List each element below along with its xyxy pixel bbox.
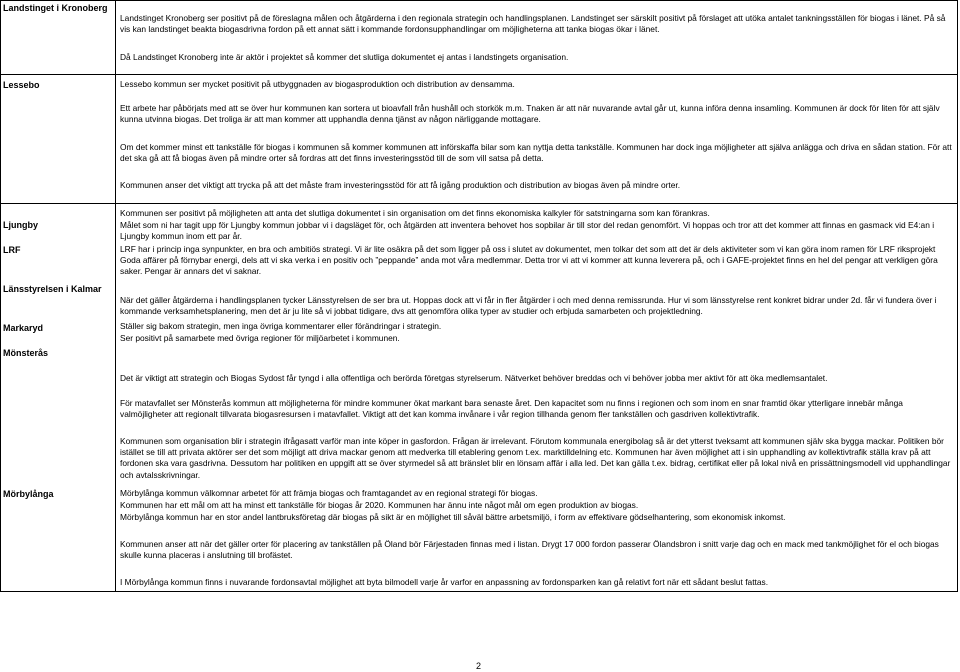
markaryd-paragraph-1: Ställer sig bakom strategin, men inga övriga kommentarer eller förändringar i strategin. [120, 321, 442, 331]
kronoberg-paragraph-2: Då Landstinget Kronoberg inte är aktör i projektet så kommer det slutliga dokumentet ej antas i landstingets organisation. [120, 52, 569, 62]
row-label-lessebo: Lessebo [3, 80, 40, 90]
row-divider [0, 74, 958, 75]
markaryd-paragraph-2: Ser positivt på samarbete med övriga regioner för miljöarbetet i kommunen. [120, 333, 400, 343]
row-label-kronoberg: Landstinget i Kronoberg [3, 3, 108, 13]
monsteras-paragraph-2: För matavfallet ser Mönsterås kommun att möjligheterna för mindre kommuner ökat markant bara senaste året. Den kapacitet som nu finns i regionen och som inom en snar framtid ökar ytterligare innebär många valmöjligheter att regionalt tillvarata biogasresursen i matavfallet. Viktigt att det kan komma invånare i vår region tillhanda genom fler tankställen och gasdriven kollektivtrafik. [120, 398, 903, 420]
lessebo-paragraph-1: Lessebo kommun ser mycket positivit på utbyggnaden av biogasproduktion och distribution av densamma. [120, 79, 515, 89]
ljungby-paragraph-1: Kommunen ser positivt på möjligheten att anta det slutliga dokumentet i sin organisation om det finns ekonomiska kalkyler för satstningarna som kan förankras. [120, 208, 710, 218]
lessebo-paragraph-3: Om det kommer minst ett tankställe för biogas i kommunen så kommer kommunen att införskaffa bilar som kan nyttja detta tankställe. Kommunen har dock inga möjligheter att själva anlägga och driva en sådan station. För att det ska gå att få biogas även på mindre orter så fordras att det finns investeringsstöd till de som vill satsa på detta. [120, 142, 952, 164]
monsteras-paragraph-1: Det är viktigt att strategin och Biogas Sydost får tyngd i alla offentliga och berörda företgas styrelserum. Nätverket behöver breddas och vi behöver jobba mer aktivt för att öka medlemsantalet. [120, 373, 828, 383]
row-divider [0, 203, 958, 204]
monsteras-paragraph-3: Kommunen som organisation blir i strategin ifrågasatt varför man inte köper in gasfordon. Frågan är irrelevant. Förutom kommunala energibolag så är det ytterst tveksamt att kommunen själv ska bygga mackar. Politiken bör istället se till att privata aktörer ser det som möjligt att driva mackar genom att medverka till etablering genom t.ex. marktilldelning etc. Kommunen har även möjlighet att i sin upphandling av kollektivtrafik ställa krav på att fordonen ska vara gasdrivna. Dessutom har politiken en uppgift att se över styrmedel så att bränslet blir en lönsam affär i alla led. Det kan gälla t.ex. bidrag, certifikat eller på lokal nivå en prissättningsmodell vid upphandlingar och avtalsskrivningar. [120, 436, 951, 480]
lessebo-paragraph-4: Kommunen anser det viktigt att trycka på att det måste fram investeringsstöd för att få igång produktion och distribution av biogas även på mindre orter. [120, 180, 681, 190]
row-label-ljungby: Ljungby [3, 220, 38, 230]
morbylanga-paragraph-4: Kommunen anser att när det gäller orter för placering av tankställen på Öland bör Färjestaden finnas med i listan. Drygt 17 000 fordon passerar Ölandsbron i snitt varje dag och en mack med tankmöjlighet för el och biogas skulle kunna placeras i anslutning till brofästet. [120, 539, 939, 561]
column-divider [115, 0, 116, 592]
lessebo-paragraph-2: Ett arbete har påbörjats med att se över hur kommunen kan sortera ut bioavfall från hushåll och storkök m.m. Tnaken är att när nuvarande avtal går ut, kunna införa denna insamling. Kommunen är dock för liten för att själv kunna utvinna biogas. Det troliga är att man kommer att upphandla denna tjänst av någon närliggande mottagare. [120, 103, 940, 125]
lrf-paragraph: LRF har i princip inga synpunkter, en bra och ambitiös strategi. Vi är lite osäkra på det som ligger på oss i slutet av dokumentet, men tolkar det som att det är dels aktiviteter som vi kan göra inom ramen för LRF riksprojekt Goda affärer på förnybar energi, dels att vi ska verka i en positiv och ”peppande” anda mot våra medlemmar. Detta tror vi att vi kommer att kunna leverera på, och i GAFE-projektet finns en hel del pengar att verkligen göra saker. Pengar är annars det vi saknar. [120, 244, 938, 277]
morbylanga-paragraph-1: Mörbylånga kommun välkomnar arbetet för att främja biogas och framtagandet av en regional strategi för biogas. [120, 488, 538, 498]
morbylanga-paragraph-3: Mörbylånga kommun har en stor andel lantbruksföretag där biogas på sikt är en möjlighet till såväl bättre arbetsmiljö, i form av effektivare gödselhantering, som ekonomisk inkomst. [120, 512, 786, 522]
row-label-lrf: LRF [3, 245, 21, 255]
ljungby-paragraph-2: Målet som ni har tagit upp för Ljungby kommun jobbar vi i dagsläget för, och åtgärden att inventera behovet hos sopbilar är till stor del redan genomfört. Vi hoppas och tror att det kommer att finnas en gasmack vid E4:an i Ljungby kommun inom ett par år. [120, 220, 935, 242]
morbylanga-paragraph-5: I Mörbylånga kommun finns i nuvarande fordonsavtal möjlighet att byta bilmodell varje år varfor en anpassning av fordonsparken kan gå relativt fort när ett sådant beslut fattas. [120, 577, 769, 587]
row-label-lansstyrelsen-kalmar: Länsstyrelsen i Kalmar [3, 284, 102, 294]
row-label-monsteras: Mönsterås [3, 348, 49, 358]
kronoberg-paragraph-1: Landstinget Kronoberg ser positivt på de föreslagna målen och åtgärderna i den regionala strategin och handlingsplanen. Landstinget ser särskilt positivt på förslaget att utöka antalet tankningsställen för biogas i länet. På så vis kan landstinget beakta biogasdrivna fordon på ett annat sätt i kommande fordonsupphandlingar om möjligheterna att tanka biogas ökar i länet. [120, 13, 946, 35]
row-label-markaryd: Markaryd [3, 323, 44, 333]
kalmar-paragraph: När det gäller åtgärderna i handlingsplanen tycker Länsstyrelsen de ser bra ut. Hoppas dock att vi får in fler åtgärder i och med denna remissrunda. Hur vi som länsstyrelse rent konkret bidrar under 2d. får vi fundera över i kommande verksamhetsplanering, men det är ju lite så vi jobbat tidigare, dvs att genomföra olika typer av studier och erbjuda samarbeten och projektledning. [120, 295, 937, 317]
row-label-morbylanga: Mörbylånga [3, 489, 54, 499]
morbylanga-paragraph-2: Kommunen har ett mål om att ha minst ett tankställe för biogas år 2020. Kommunen har ännu inte något mål om egen produktion av biogas. [120, 500, 639, 510]
page-number: 2 [476, 661, 482, 671]
